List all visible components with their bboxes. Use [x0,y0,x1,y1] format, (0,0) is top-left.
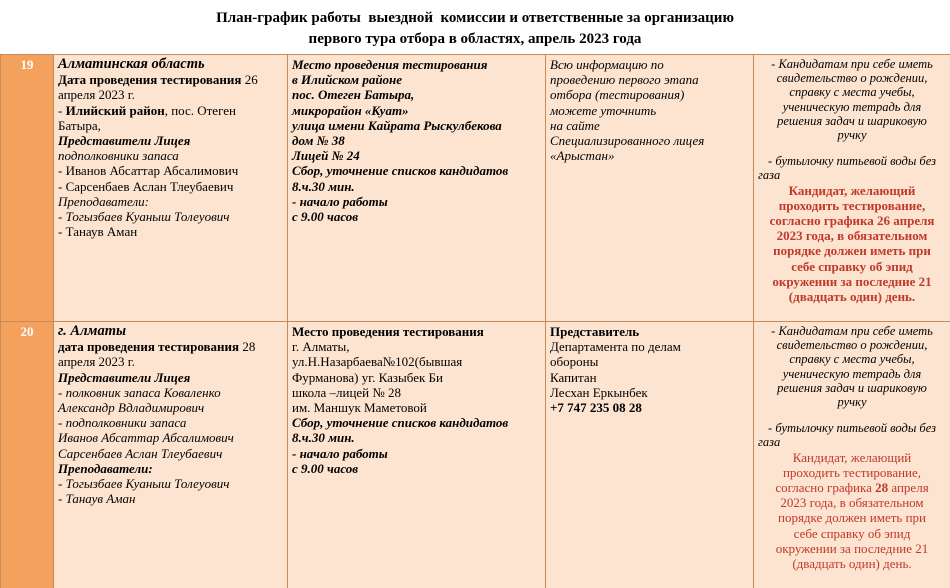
representative: Иванов Абсаттар Абсалимович [58,430,234,446]
requirement-line: решения задач и шариковую [777,113,927,128]
region-cell [54,55,288,322]
requirement-line: справку с места учебы, [789,85,915,100]
warning-line [758,480,946,495]
venue-line: пос. Отеген Батыра, [292,87,415,103]
warning-line: себе справку об эпид [791,258,913,274]
venue-line: Сбор, уточнение списков кандидатов [292,163,509,179]
phone-number: +7 747 235 08 28 [550,400,642,416]
warning-line: 2023 года, в обязательном [776,228,928,244]
requirement-line: ручку [837,128,867,143]
info-cell [546,55,754,322]
document-title [0,8,950,54]
warning-line: согласно графика 26 апреля [769,213,935,229]
venue-line: - начало работы [292,193,388,209]
venue-line: ул.Н.Назарбаева№102(бывшая [292,354,463,370]
venue-line: микрорайон «Куат» [292,102,409,118]
venue-line: Лицей № 24 [292,148,360,164]
row-number: 20 [1,322,54,588]
contact-line: Капитан [550,369,597,385]
warning-line: (двадцать один) день. [788,289,916,305]
representative: - Иванов Абсаттар Абсалимович [58,163,239,179]
contact-line: Департамента по делам [550,339,681,355]
region-name: г. Алматы [58,323,127,339]
warning-line: 2023 года, в обязательном [780,495,924,511]
requirement-line: - Кандидатам при себе иметь [771,57,933,71]
venue-line: улица имени Кайрата Рыскулбекова [292,117,502,133]
warning-line: (двадцать один) день. [792,556,912,572]
warning-text: согласно графика [775,480,876,496]
teachers-label: Преподаватели: [58,193,149,209]
representatives-label: Представители Лицея [58,133,191,149]
teacher: - Тогызбаев Куаныш Толеуович [58,476,230,492]
venue-line: - начало работы [292,445,388,461]
venue-line: им. Маншук Маметовой [292,400,427,416]
representative: Сарсенбаев Аслан Тлеубаевич [58,445,223,461]
date-label: Дата проведения тестирования [58,72,242,88]
region-name: Алматинская область [58,56,205,72]
requirement-line: ручку [837,395,867,410]
requirement-line: решения задач и шариковую [777,380,927,395]
venue-line: Место проведения тестирования [292,57,488,72]
warning-line: Кандидат, желающий [792,449,912,465]
venue-line: 8.ч.30 мин. [292,430,355,446]
requirement-line: справку с места учебы, [789,352,915,367]
teacher: - Тогызбаев Куаныш Толеуович [58,209,230,225]
district-line: Батыра, [58,117,101,133]
requirements-cell [754,322,950,588]
row-number: 19 [1,55,54,322]
contact-line: Лесхан Еркынбек [550,384,648,400]
venue-line: Сбор, уточнение списков кандидатов [292,415,509,431]
requirements-cell [754,55,950,322]
warning-text: апреля [888,480,929,496]
requirement-line: ученическую тетрадь для [782,99,922,114]
warning-line: проходить тестирование, [782,464,922,480]
table-row [1,55,950,322]
schedule-table [0,54,950,588]
info-line: Всю информацию по [550,57,664,72]
requirement-line: газа [758,435,781,450]
venue-line: 8.ч.30 мин. [292,178,355,194]
venue-line: с 9.00 часов [292,209,359,225]
info-line: Специализированного лицея [550,133,705,149]
info-line: отбора (тестирования) [550,87,685,103]
info-line: можете уточнить [550,102,657,118]
title-line-2: первого тура отбора в областях, апрель 2023 года [308,31,642,47]
contact-cell [546,322,754,588]
venue-line: с 9.00 часов [292,460,359,476]
district-prefix: - [58,102,66,118]
warning-line: окружении за последние 21 [772,273,932,289]
venue-line: школа –лицей № 28 [292,384,402,400]
representative: - Сарсенбаев Аслан Тлеубаевич [58,178,234,194]
date-value: 26 [241,72,258,88]
venue-line: в Илийском районе [292,72,403,88]
requirement-line: свидетельство о рождении, [776,338,928,353]
warning-line: Кандидат, желающий [788,182,916,198]
requirement-line: газа [758,168,781,183]
warning-line: порядке должен иметь при [777,510,926,526]
contact-line: Представитель [550,324,640,339]
info-line: «Арыстан» [550,148,615,164]
table-row [1,322,950,588]
venue-cell [288,322,546,588]
representative: - полковник запаса Коваленко [58,384,221,400]
info-line: проведению первого этапа [550,72,699,88]
district-name: Илийский район [65,102,165,118]
date-label: дата проведения тестирования [58,339,240,355]
representatives-label: Представители Лицея [58,369,191,385]
contact-line: обороны [550,354,599,370]
info-line: на сайте [550,117,600,133]
warning-date: 28 [875,480,889,496]
venue-line: Место проведения тестирования [292,324,484,339]
district-rest: , пос. Отеген [164,102,236,118]
date-value: 28 [239,339,256,355]
date-line: апреля 2023 г. [58,87,135,103]
teachers-label: Преподаватели: [58,460,153,476]
warning-line: себе справку об эпид [793,525,911,541]
representatives-rank: - подполковники запаса [58,415,187,431]
requirement-line: - бутылочку питьевой воды без [768,154,936,169]
requirement-line: ученическую тетрадь для [782,366,922,381]
venue-line: Фурманова) уг. Казыбек Би [292,369,443,385]
venue-line: дом № 38 [292,133,345,149]
venue-cell [288,55,546,322]
warning-line: порядке должен иметь при [773,243,931,259]
warning-line: окружении за последние 21 [775,540,929,556]
warning-line: проходить тестирование, [778,197,926,213]
teacher: - Танаув Аман [58,491,136,507]
requirement-line: свидетельство о рождении, [776,71,928,86]
region-cell [54,322,288,588]
representative: Александр Вдладимирович [58,400,205,416]
requirement-line: - бутылочку питьевой воды без [768,421,936,436]
title-line-1: План-график работы выездной комиссии и ответственные за организацию [216,10,734,26]
teacher: - Танаув Аман [58,224,138,240]
representatives-rank: подполковники запаса [58,148,179,164]
requirement-line: - Кандидатам при себе иметь [771,324,933,338]
date-line: апреля 2023 г. [58,354,135,370]
venue-line: г. Алматы, [292,339,350,355]
